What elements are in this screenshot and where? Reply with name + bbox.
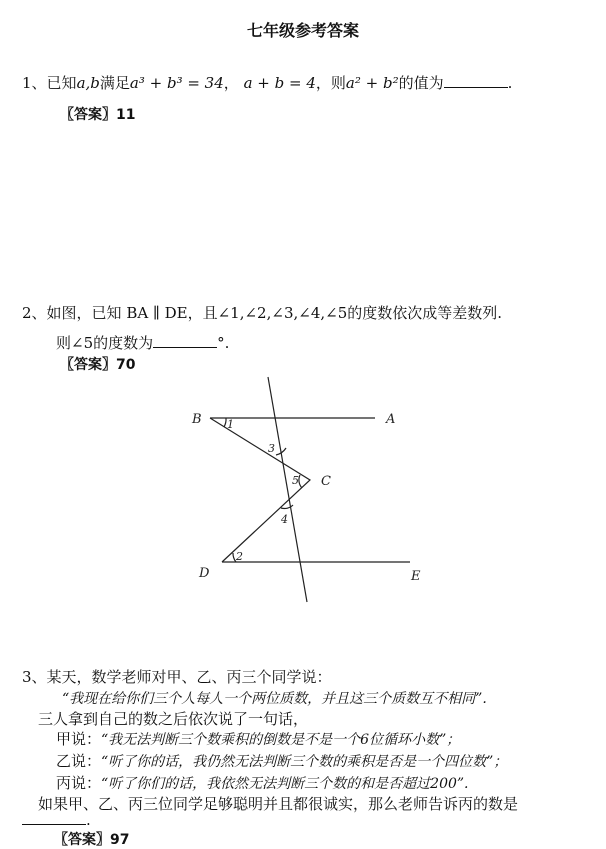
question-number: 3、 bbox=[22, 668, 47, 686]
question-text: 满足 bbox=[99, 74, 130, 92]
jia-quote: “我无法判断三个数乘积的倒数是不是一个6位循环小数”； bbox=[101, 732, 461, 748]
question-text: 如图，已知 BA ∥ DE，且∠1,∠2,∠3,∠4,∠5的度数依次成等差数列. bbox=[46, 304, 503, 322]
angle-1-label: 1 bbox=[227, 418, 234, 431]
degree-unit: °. bbox=[217, 334, 230, 352]
transversal-line bbox=[268, 377, 307, 602]
answer-value: 11 bbox=[116, 107, 136, 123]
answer-3 bbox=[54, 829, 129, 849]
yi-statement bbox=[56, 750, 507, 771]
angle-1-arc bbox=[224, 418, 226, 427]
question-3-line2: 三人拿到自己的数之后依次说了一句话， bbox=[38, 710, 309, 728]
label-a: A bbox=[386, 412, 396, 427]
answer-label: 〖答案〗 bbox=[60, 107, 116, 123]
label-b: B bbox=[192, 412, 202, 427]
jia-statement bbox=[56, 728, 460, 749]
variables: a,b bbox=[76, 74, 100, 92]
question-text: 的值为 bbox=[398, 74, 444, 92]
question-number: 1、 bbox=[22, 74, 47, 92]
page-title: 七年级参考答案 bbox=[246, 21, 359, 40]
yi-quote: “听了你的话，我仍然无法判断三个数的乘积是否是一个四位数”； bbox=[101, 754, 508, 770]
answer-label: 〖答案〗 bbox=[54, 832, 110, 848]
question-3-line3: 如果甲、乙、丙三位同学足够聪明并且都很诚实，那么老师告诉丙的数是 bbox=[38, 795, 519, 813]
answer-label: 〖答案〗 bbox=[60, 357, 116, 373]
equation-2: a + b = 4 bbox=[243, 74, 316, 92]
expression: a² + b² bbox=[345, 74, 399, 92]
period: . bbox=[86, 811, 91, 829]
period: . bbox=[507, 74, 513, 92]
bing-statement bbox=[56, 772, 469, 793]
question-text: ，则 bbox=[315, 74, 346, 92]
angle-4-label: 4 bbox=[281, 513, 288, 526]
zigzag-bcd bbox=[210, 418, 310, 562]
bing-quote: “听了你们的话，我依然无法判断三个数的和是否超过200”. bbox=[101, 776, 469, 792]
label-c: C bbox=[321, 474, 331, 489]
angle-5-arc bbox=[299, 475, 302, 488]
question-number: 2、 bbox=[22, 304, 47, 322]
yi-label: 乙说： bbox=[56, 752, 102, 770]
bing-label: 丙说： bbox=[56, 774, 102, 792]
answer-blank bbox=[22, 810, 86, 825]
teacher-quote: “我现在给你们三个人每人一个两位质数，并且这三个质数互不相同”. bbox=[62, 691, 487, 707]
question-text: 则∠5的度数为 bbox=[56, 334, 154, 352]
question-text: 已知 bbox=[46, 74, 77, 92]
question-3-line4 bbox=[22, 810, 91, 829]
question-text: 某天，数学老师对甲、乙、丙三个同学说： bbox=[46, 668, 332, 686]
angle-3-label: 3 bbox=[268, 442, 275, 455]
label-e: E bbox=[411, 569, 421, 584]
angle-2-label: 2 bbox=[236, 550, 243, 563]
answer-value: 70 bbox=[116, 357, 136, 373]
jia-label: 甲说： bbox=[56, 730, 102, 748]
label-d: D bbox=[199, 566, 210, 581]
separator: ， bbox=[223, 74, 239, 92]
answer-value: 97 bbox=[110, 832, 130, 848]
angle-5-label: 5 bbox=[292, 474, 299, 487]
question-3 bbox=[22, 666, 332, 687]
equation-1: a³ + b³ = 34 bbox=[129, 74, 224, 92]
